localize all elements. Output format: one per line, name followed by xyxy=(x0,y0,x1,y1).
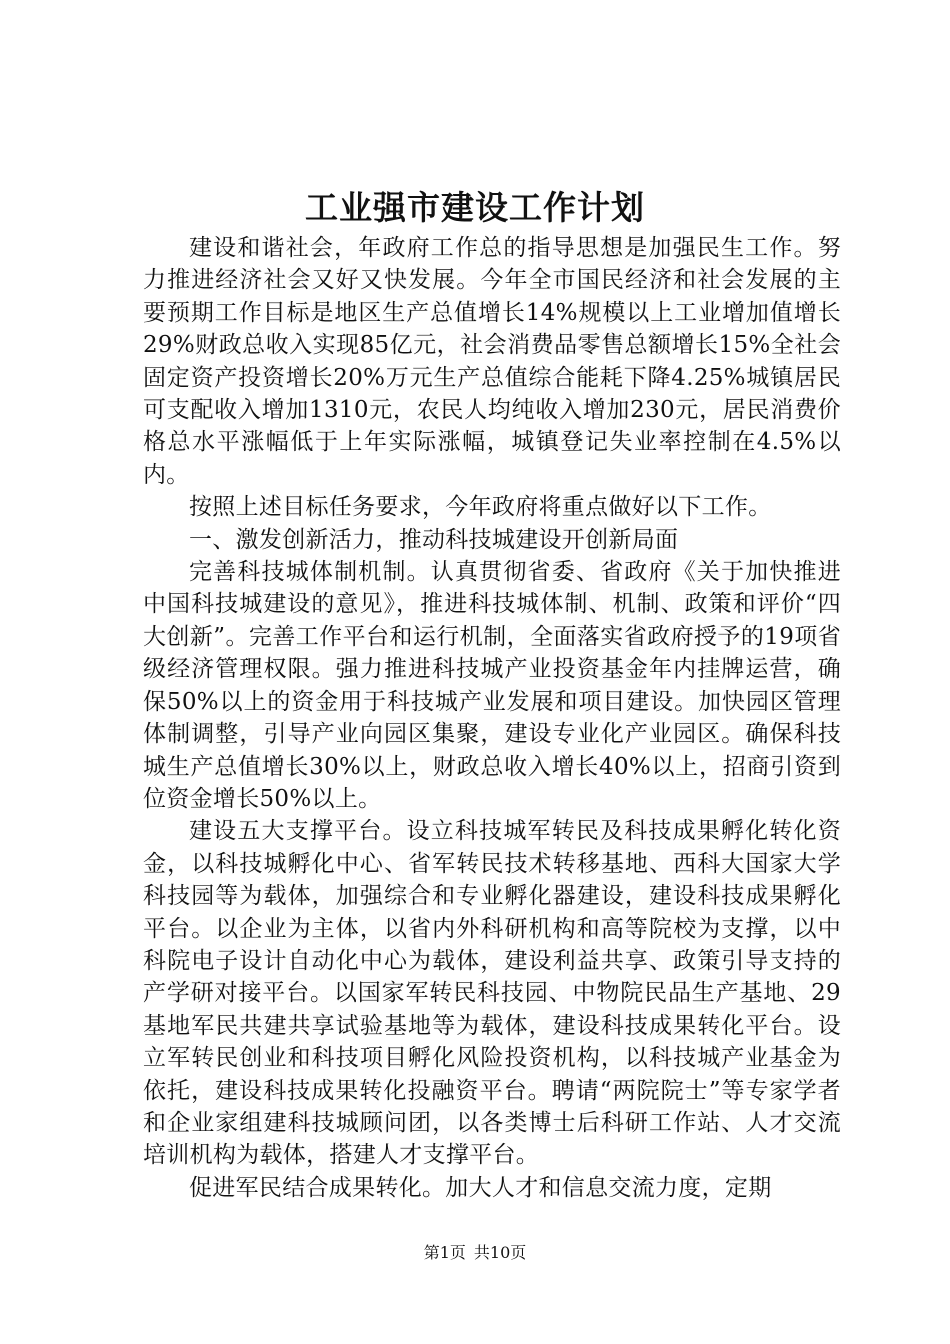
paragraph-military-civil: 促进军民结合成果转化。加大人才和信息交流力度，定期 xyxy=(189,1174,772,1201)
paragraph-five-platforms: 建设五大支撑平台。设立科技城军转民及科技成果孵化转化资金，以科技城孵化中心、省军转民技术转移基地、西科大国家大学科技园等为载体，加强综合和专业孵化器建设，建设科技成果孵化平台。以企业为主体，以省内外科研机构和高等院校为支撑，以中科院电子设计自动化中心为载体，建设利益共享、政策引导支持的产学研对接平台。以国家军转民科技园、中物院民品生产基地、29基地军民共建共享试验基地等为载体，建设科技成果转化平台。设立军转民创业和科技项目孵化风险投资机构，以科技城产业基金为依托，建设科技成果转化投融资平台。聘请“两院院士”等专家学者和企业家组建科技城顾问团，以各类博士后科研工作站、人才交流培训机构为载体，搭建人才支撑平台。 xyxy=(143,818,841,1169)
document-title: 工业强市建设工作计划 xyxy=(305,188,645,227)
page-number: 第1页 xyxy=(423,1243,466,1262)
paragraph-goals: 建设和谐社会，年政府工作总的指导思想是加强民生工作。努力推进经济社会又好又快发展。今年全市国民经济和社会发展的主要预期工作目标是地区生产总值增长14%规模以上工业增加值增长29%财政总收入实现85亿元，社会消费品零售总额增长15%全社会固定资产投资增长20%万元生产总值综合能耗下降4.25%城镇居民可支配收入增加1310元，农民人均纯收入增加230元，居民消费价格总水平涨幅低于上年实际涨幅，城镇登记失业率控制在4.5%以内。 xyxy=(143,235,841,488)
paragraph-system-mechanism: 完善科技城体制机制。认真贯彻省委、省政府《关于加快推进中国科技城建设的意见》，推进科技城体制、机制、政策和评价“四大创新”。完善工作平台和运行机制，全面落实省政府授予的19项省级经济管理权限。强力推进科技城产业投资基金年内挂牌运营，确保50%以上的资金用于科技城产业发展和项目建设。加快园区管理体制调整，引导产业向园区集聚，建设专业化产业园区。确保科技城生产总值增长30%以上，财政总收入增长40%以上，招商引资到位资金增长50%以上。 xyxy=(143,559,841,812)
paragraph-intro: 按照上述目标任务要求，今年政府将重点做好以下工作。 xyxy=(189,494,772,521)
page-footer xyxy=(0,1242,950,1264)
page-total: 共10页 xyxy=(473,1243,527,1262)
section-heading-1: 一、激发创新活力，推动科技城建设开创新局面 xyxy=(189,526,679,553)
document-body xyxy=(143,232,841,1204)
